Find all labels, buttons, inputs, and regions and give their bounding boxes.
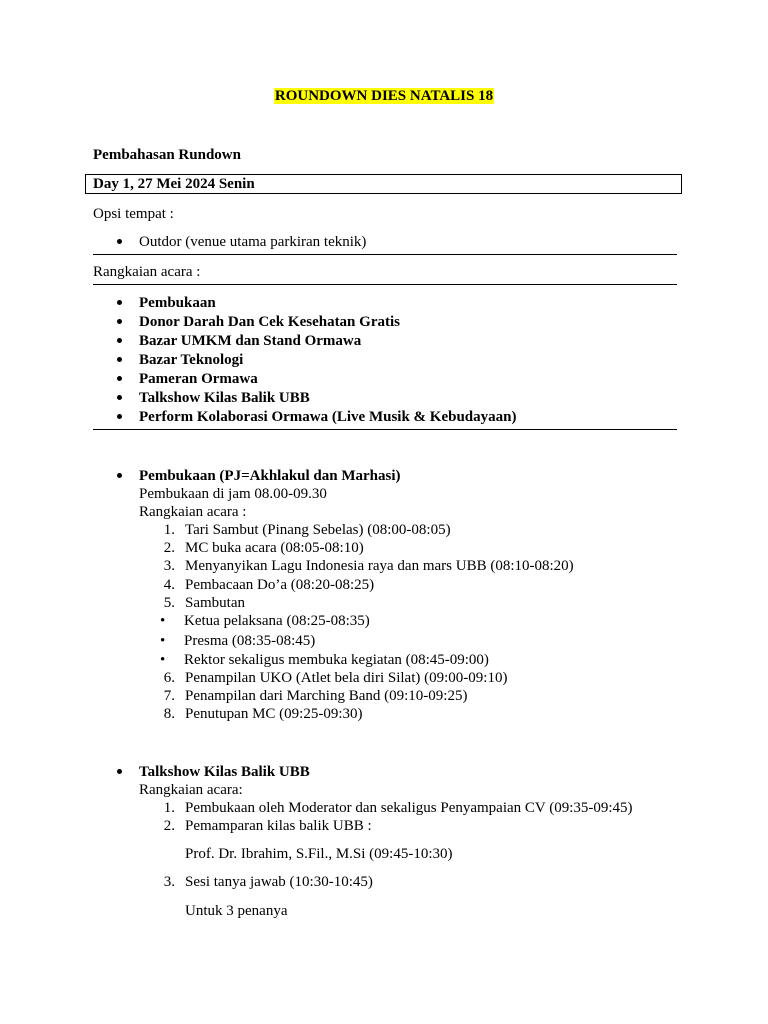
bullet-icon <box>117 319 122 324</box>
events-label: Rangkaian acara : <box>93 264 201 280</box>
opening-item: Menyanyikan Lagu Indonesia raya dan mars UBB (08:10-08:20) <box>185 558 574 574</box>
opening-item: Sambutan <box>185 595 245 611</box>
list-number: 8. <box>163 706 175 722</box>
event-item: Perform Kolaborasi Ormawa (Live Musik & Kebudayaan) <box>139 409 517 425</box>
event-item: Bazar UMKM dan Stand Ormawa <box>139 333 362 349</box>
section-heading: Pembahasan Rundown <box>93 147 241 163</box>
divider <box>93 284 677 285</box>
bullet-icon <box>117 395 122 400</box>
event-item: Pameran Ormawa <box>139 371 258 387</box>
opening-item: Presma (08:35-08:45) <box>184 633 316 649</box>
sub-bullet: • <box>160 633 166 649</box>
document-title <box>0 87 768 105</box>
opening-item: Ketua pelaksana (08:25-08:35) <box>184 613 370 629</box>
bullet-icon <box>117 473 122 478</box>
list-number: 3. <box>163 558 175 574</box>
talkshow-heading: Talkshow Kilas Balik UBB <box>139 764 310 780</box>
talkshow-note: Untuk 3 penanya <box>185 903 288 919</box>
divider <box>93 429 677 430</box>
list-number: 1. <box>163 800 175 816</box>
list-number: 7. <box>163 688 175 704</box>
opening-time: Pembukaan di jam 08.00-09.30 <box>139 486 327 502</box>
venue-item: Outdor (venue utama parkiran teknik) <box>139 234 367 250</box>
list-number: 6. <box>163 670 175 686</box>
bullet-icon <box>117 769 122 774</box>
list-number: 2. <box>163 818 175 834</box>
event-item: Bazar Teknologi <box>139 352 244 368</box>
bullet-icon <box>117 300 122 305</box>
bullet-icon <box>117 376 122 381</box>
document-title-text: ROUNDOWN DIES NATALIS 18 <box>274 88 494 104</box>
bullet-icon <box>117 338 122 343</box>
event-item: Talkshow Kilas Balik UBB <box>139 390 310 406</box>
talkshow-item: Pemamparan kilas balik UBB : <box>185 818 372 834</box>
opening-heading: Pembukaan (PJ=Akhlakul dan Marhasi) <box>139 468 401 484</box>
bullet-icon <box>117 357 122 362</box>
day-header: Day 1, 27 Mei 2024 Senin <box>93 176 255 192</box>
opening-item: Penampilan dari Marching Band (09:10-09:25) <box>185 688 468 704</box>
opening-item: Penutupan MC (09:25-09:30) <box>185 706 363 722</box>
talkshow-agenda-label: Rangkaian acara: <box>139 782 243 798</box>
bullet-icon <box>117 414 122 419</box>
opening-item: Tari Sambut (Pinang Sebelas) (08:00-08:05) <box>185 522 451 538</box>
list-number: 3. <box>163 874 175 890</box>
opening-item: Penampilan UKO (Atlet bela diri Silat) (09:00-09:10) <box>185 670 508 686</box>
talkshow-item: Sesi tanya jawab (10:30-10:45) <box>185 874 373 890</box>
list-number: 2. <box>163 540 175 556</box>
venue-label: Opsi tempat : <box>93 206 174 222</box>
opening-agenda-label: Rangkaian acara : <box>139 504 247 520</box>
day-header-box <box>85 174 682 194</box>
list-number: 1. <box>163 522 175 538</box>
opening-item: MC buka acara (08:05-08:10) <box>185 540 364 556</box>
speaker-name: Prof. Dr. Ibrahim, S.Fil., M.Si (09:45-10:30) <box>185 846 453 862</box>
divider <box>93 254 677 255</box>
bullet-icon <box>117 239 122 244</box>
opening-item: Pembacaan Do’a (08:20-08:25) <box>185 577 375 593</box>
sub-bullet: • <box>160 613 166 629</box>
talkshow-item: Pembukaan oleh Moderator dan sekaligus Penyampaian CV (09:35-09:45) <box>185 800 633 816</box>
opening-item: Rektor sekaligus membuka kegiatan (08:45-09:00) <box>184 652 489 668</box>
list-number: 5. <box>163 595 175 611</box>
event-item: Donor Darah Dan Cek Kesehatan Gratis <box>139 314 400 330</box>
event-item: Pembukaan <box>139 295 216 311</box>
list-number: 4. <box>163 577 175 593</box>
sub-bullet: • <box>160 652 166 668</box>
